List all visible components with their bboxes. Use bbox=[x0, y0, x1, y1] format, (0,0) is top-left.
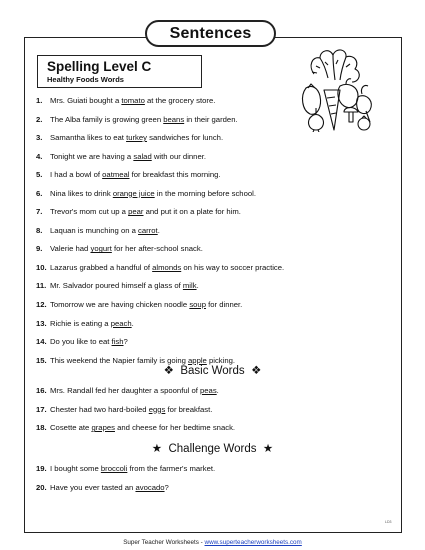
sentence-text-before: Mrs. Randall fed her daughter a spoonful of bbox=[50, 386, 200, 395]
section-basic-title: Basic Words bbox=[180, 365, 245, 377]
spelling-word: fish bbox=[111, 337, 124, 347]
sentence-number: 8. bbox=[36, 225, 43, 235]
sentence-text-after: in their garden. bbox=[184, 114, 238, 124]
sentence-item bbox=[36, 423, 396, 442]
spelling-word: grapes bbox=[91, 423, 115, 433]
spelling-word: broccoli bbox=[100, 464, 128, 473]
sentence-number: 13. bbox=[36, 318, 47, 328]
spelling-word: beans bbox=[163, 114, 185, 124]
sentence-text-before: Trevor's mom cut up a bbox=[50, 207, 129, 217]
sentence-text-before: Nina likes to drink bbox=[50, 188, 113, 198]
level-title: Spelling Level C bbox=[47, 59, 152, 74]
sentence-number: 3. bbox=[36, 133, 43, 143]
sentence-text-before: Have you ever tasted an bbox=[50, 482, 136, 492]
sentence-item bbox=[36, 337, 396, 356]
sentence-item bbox=[36, 263, 396, 282]
sentence-number: 7. bbox=[36, 207, 43, 217]
page-title: Sentences bbox=[169, 24, 252, 42]
sentence-number: 9. bbox=[36, 244, 43, 254]
sentence-text-before: Valerie had bbox=[50, 244, 91, 254]
sentence-text-after: from the farmer's market. bbox=[127, 464, 216, 473]
level-box bbox=[37, 55, 202, 88]
sentence-text-before: Tonight we are having a bbox=[50, 151, 134, 161]
footer bbox=[0, 539, 425, 546]
sentence-text-before: Chester had two hard-boiled bbox=[50, 404, 149, 414]
sentence-text-after: ? bbox=[123, 337, 128, 347]
section-challenge-title: Challenge Words bbox=[168, 443, 257, 455]
sentence-number: 4. bbox=[36, 151, 43, 161]
spelling-word: almonds bbox=[152, 262, 182, 272]
sentence-item bbox=[36, 170, 396, 189]
sentence-item bbox=[36, 226, 396, 245]
sentence-item bbox=[36, 207, 396, 226]
sentence-item bbox=[36, 133, 396, 152]
sentence-text-after: . bbox=[131, 318, 134, 328]
spelling-word: avocado bbox=[135, 482, 165, 492]
sentence-text-after: picking. bbox=[206, 355, 236, 365]
sentence-text-after: and put it on a plate for him. bbox=[143, 207, 241, 217]
sentence-text-after: for dinner. bbox=[205, 300, 243, 310]
sentence-number: 12. bbox=[36, 300, 47, 310]
star-icon: ★ bbox=[151, 443, 163, 455]
sentence-number: 6. bbox=[36, 188, 43, 198]
diamond-icon: ❖ bbox=[163, 365, 174, 377]
sentence-text-after: . bbox=[157, 225, 160, 235]
spelling-word: soup bbox=[189, 300, 206, 310]
sentence-text-after: for breakfast this morning. bbox=[129, 170, 221, 180]
spelling-word: turkey bbox=[126, 133, 148, 143]
sentence-number: 20. bbox=[36, 482, 47, 492]
sentence-text-after: . bbox=[196, 281, 199, 291]
sentence-text-after: with our dinner. bbox=[151, 151, 207, 161]
sentence-text-after: in the morning before school. bbox=[154, 188, 256, 198]
sentence-item bbox=[36, 464, 396, 483]
sentence-text-before: I bought some bbox=[50, 464, 101, 473]
sentence-item bbox=[36, 319, 396, 338]
sentence-item bbox=[36, 189, 396, 208]
sentence-number: 19. bbox=[36, 464, 47, 473]
sentence-number: 17. bbox=[36, 404, 47, 414]
sentence-text-before: The Alba family is growing green bbox=[50, 114, 164, 124]
spelling-word: pear bbox=[128, 207, 144, 217]
worksheet-code: LD3 bbox=[385, 520, 392, 524]
sentence-number: 11. bbox=[36, 281, 47, 291]
spelling-word: milk bbox=[182, 281, 197, 291]
spelling-word: carrot bbox=[138, 225, 158, 235]
sentence-number: 5. bbox=[36, 170, 43, 180]
diamond-icon: ❖ bbox=[251, 365, 262, 377]
sentence-item bbox=[36, 405, 396, 424]
sentence-number: 10. bbox=[36, 262, 47, 272]
sentence-text-after: for breakfast. bbox=[165, 404, 213, 414]
sentence-text-before: Tomorrow we are having chicken noodle bbox=[50, 300, 190, 310]
sentence-text-before: This weekend the Napier family is going bbox=[50, 355, 189, 365]
footer-text: Super Teacher Worksheets - bbox=[123, 539, 205, 546]
sentence-text-after: . bbox=[216, 386, 219, 395]
spelling-word: peach bbox=[110, 318, 132, 328]
star-icon: ★ bbox=[262, 443, 274, 455]
sentence-text-before: Richie is eating a bbox=[50, 318, 111, 328]
sentence-item bbox=[36, 152, 396, 171]
sentence-item bbox=[36, 115, 396, 134]
sentence-number: 2. bbox=[36, 114, 43, 124]
sentence-item bbox=[36, 483, 396, 502]
sentence-number: 18. bbox=[36, 423, 47, 433]
sentence-text-before: I had a bowl of bbox=[50, 170, 103, 180]
sentence-text-after: at the grocery store. bbox=[144, 96, 216, 105]
section-basic-words bbox=[0, 364, 425, 378]
sentence-item bbox=[36, 300, 396, 319]
sentence-item bbox=[36, 386, 396, 405]
spelling-word: tomato bbox=[121, 96, 145, 105]
sentence-text-before: Cosette ate bbox=[50, 423, 92, 433]
sentence-text-after: ? bbox=[164, 482, 169, 492]
sentence-number: 14. bbox=[36, 337, 47, 347]
level-subtitle: Healthy Foods Words bbox=[47, 75, 124, 84]
sentence-number: 15. bbox=[36, 355, 47, 365]
sentence-text-after: and cheese for her bedtime snack. bbox=[114, 423, 236, 433]
sentence-text-after: for her after-school snack. bbox=[111, 244, 203, 254]
sentence-text-before: Lazarus grabbed a handful of bbox=[50, 262, 153, 272]
spelling-word: yogurt bbox=[90, 244, 112, 254]
sentence-number: 1. bbox=[36, 96, 43, 105]
sentence-item bbox=[36, 96, 396, 115]
sentence-list bbox=[36, 96, 396, 374]
spelling-word: apple bbox=[188, 355, 207, 365]
footer-link[interactable]: www.superteacherworksheets.com bbox=[204, 539, 302, 546]
sentence-text-before: Mr. Salvador poured himself a glass of bbox=[50, 281, 183, 291]
spelling-word: salad bbox=[133, 151, 152, 161]
sentence-text-after: on his way to soccer practice. bbox=[181, 262, 285, 272]
title-banner bbox=[145, 20, 276, 47]
sentence-text-before: Samantha likes to eat bbox=[50, 133, 127, 143]
sentence-text-before: Do you like to eat bbox=[50, 337, 112, 347]
sentence-text-before: Laquan is munching on a bbox=[50, 225, 139, 235]
spelling-word: peas bbox=[200, 386, 217, 395]
spelling-word: orange juice bbox=[112, 188, 155, 198]
sentence-item bbox=[36, 244, 396, 263]
sentence-text-before: Mrs. Guiati bought a bbox=[50, 96, 122, 105]
spelling-word: oatmeal bbox=[102, 170, 130, 180]
sentence-list-challenge bbox=[36, 464, 396, 501]
sentence-text-after: sandwiches for lunch. bbox=[147, 133, 224, 143]
spelling-word: eggs bbox=[148, 404, 166, 414]
sentence-list-basic bbox=[36, 386, 396, 442]
sentence-number: 16. bbox=[36, 386, 47, 395]
sentence-item bbox=[36, 281, 396, 300]
section-challenge-words bbox=[0, 442, 425, 456]
